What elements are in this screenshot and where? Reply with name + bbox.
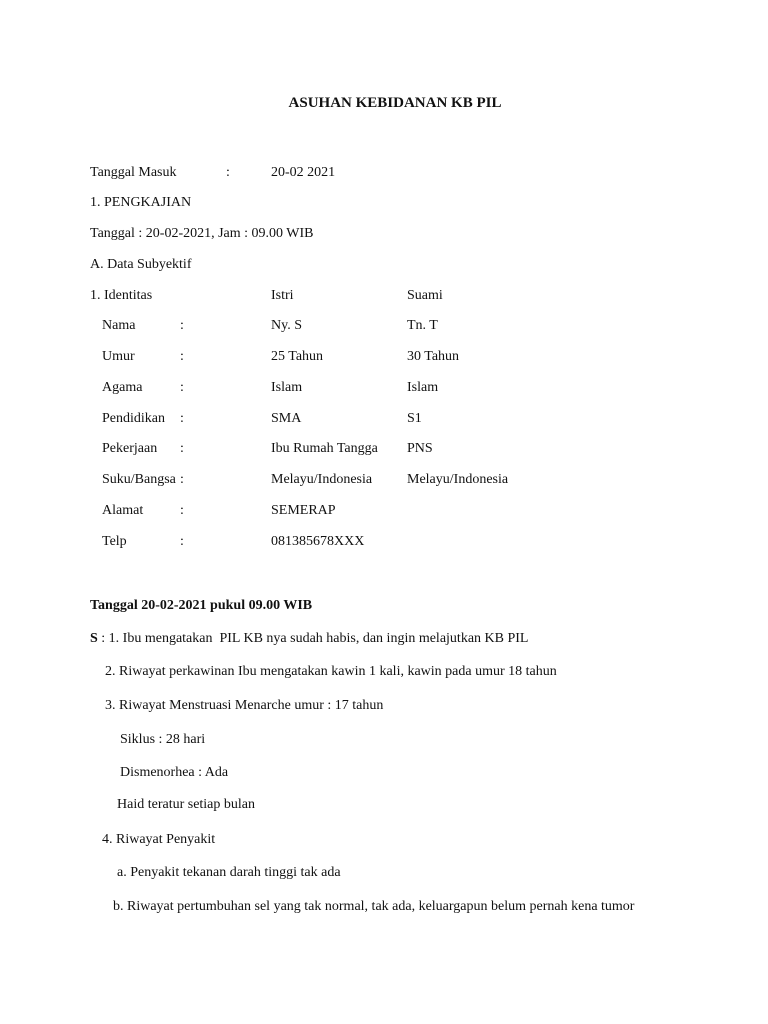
- tanggal-masuk-value: 20-02 2021: [271, 165, 336, 180]
- identity-colon: :: [180, 503, 184, 518]
- identity-istri-value: Ibu Rumah Tangga: [271, 441, 378, 456]
- subjective-item: 2. Riwayat perkawinan Ibu mengatakan kawin 1 kali, kawin pada umur 18 tahun: [105, 664, 557, 679]
- identity-colon: :: [180, 318, 184, 333]
- subjective-item: a. Penyakit tekanan darah tinggi tak ada: [117, 865, 341, 880]
- identity-label: Pendidikan: [102, 411, 165, 426]
- identity-colon: :: [180, 349, 184, 364]
- identity-colon: :: [180, 411, 184, 426]
- identity-istri-value: Melayu/Indonesia: [271, 472, 373, 487]
- identity-label: Pekerjaan: [102, 441, 158, 456]
- subjective-first-line: [90, 631, 528, 647]
- identity-label: Suku/Bangsa: [102, 472, 176, 487]
- identity-suami-value: PNS: [407, 441, 433, 456]
- tanggal-jam: Tanggal : 20-02-2021, Jam : 09.00 WIB: [90, 226, 314, 241]
- document-title: ASUHAN KEBIDANAN KB PIL: [288, 95, 502, 111]
- tanggal-masuk-colon: :: [226, 165, 230, 180]
- identity-istri-value: Ny. S: [271, 318, 302, 333]
- identity-label: Umur: [102, 349, 135, 364]
- subjective-label: S: [90, 631, 98, 646]
- identity-istri-value: 25 Tahun: [271, 349, 324, 364]
- identity-suami-value: Tn. T: [407, 318, 438, 333]
- data-subyektif-heading: A. Data Subyektif: [90, 257, 192, 272]
- identity-istri-value: 081385678XXX: [271, 534, 365, 549]
- identity-colon: :: [180, 441, 184, 456]
- identity-istri-value: SEMERAP: [271, 503, 336, 518]
- subjective-item: Dismenorhea : Ada: [120, 765, 229, 780]
- identitas-heading: 1. Identitas: [90, 288, 153, 303]
- identity-istri-value: SMA: [271, 411, 302, 426]
- identity-suami-value: Melayu/Indonesia: [407, 472, 509, 487]
- subjective-item-1: : 1. Ibu mengatakan PIL KB nya sudah habis, dan ingin melajutkan KB PIL: [97, 631, 529, 646]
- subjective-item: 3. Riwayat Menstruasi Menarche umur : 17 tahun: [105, 698, 384, 713]
- identity-colon: :: [180, 472, 184, 487]
- identity-suami-value: Islam: [407, 380, 439, 395]
- identity-label: Nama: [102, 318, 136, 333]
- column-header-suami: Suami: [407, 288, 443, 303]
- subjective-item: 4. Riwayat Penyakit: [102, 832, 216, 847]
- column-header-istri: Istri: [271, 288, 294, 303]
- subjective-item: b. Riwayat pertumbuhan sel yang tak normal, tak ada, keluargapun belum pernah kena tumor: [113, 899, 635, 914]
- identity-suami-value: 30 Tahun: [407, 349, 460, 364]
- subjective-item: Haid teratur setiap bulan: [117, 797, 256, 812]
- identity-label: Agama: [102, 380, 143, 395]
- subjective-item: Siklus : 28 hari: [120, 732, 206, 747]
- tanggal-masuk-label: Tanggal Masuk: [90, 165, 177, 180]
- identity-label: Telp: [102, 534, 127, 549]
- identity-colon: :: [180, 380, 184, 395]
- identity-istri-value: Islam: [271, 380, 303, 395]
- identity-suami-value: S1: [407, 411, 422, 426]
- identity-colon: :: [180, 534, 184, 549]
- soap-date-heading: Tanggal 20-02-2021 pukul 09.00 WIB: [90, 598, 313, 613]
- identity-label: Alamat: [102, 503, 144, 518]
- pengkajian-heading: 1. PENGKAJIAN: [90, 195, 192, 210]
